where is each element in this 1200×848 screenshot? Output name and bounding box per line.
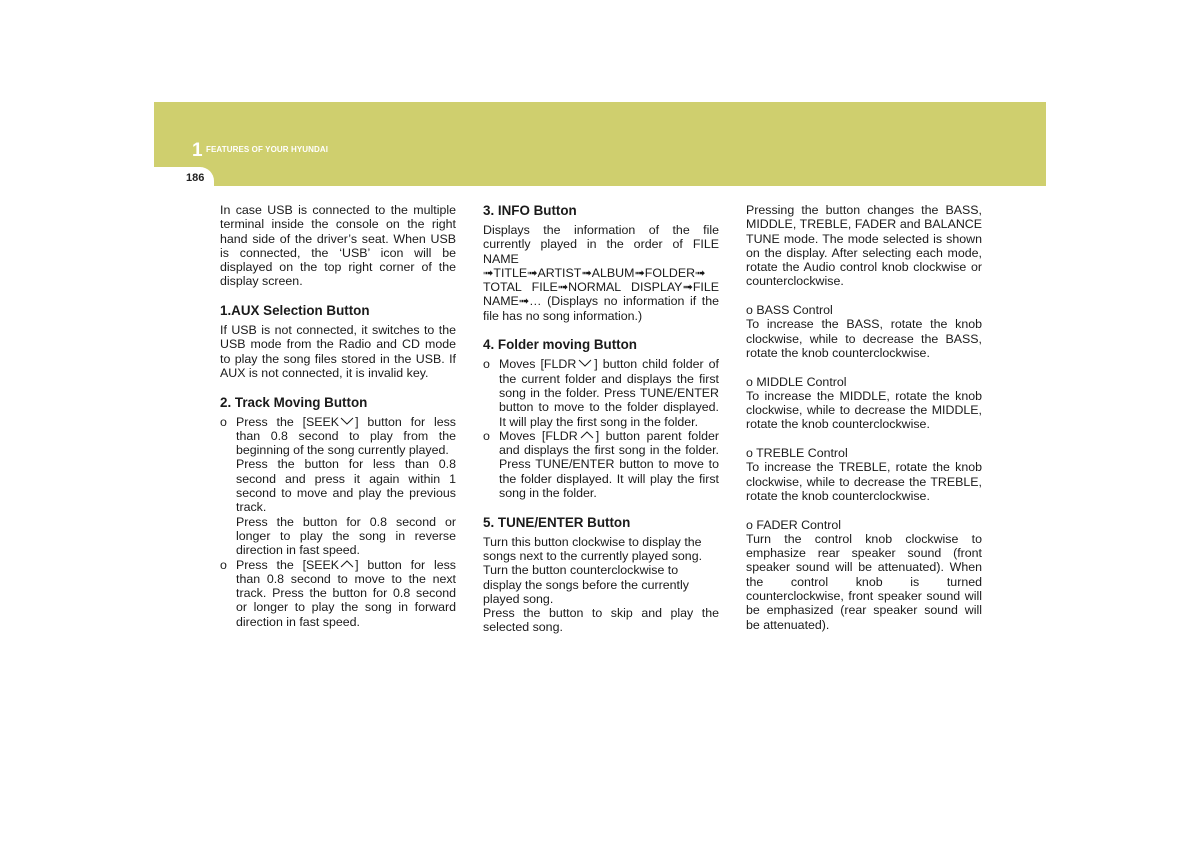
tune-enter-text-1: Turn this button clockwise to display the songs next to the currently played song. Turn the button counterclockwise to display the songs before the currently played song.	[483, 534, 703, 606]
bass-control-title: o BASS Control	[746, 303, 833, 318]
chapter-number: 1	[192, 140, 203, 161]
middle-control-text: To increase the MIDDLE, rotate the knob clockwise, while to decrease the MIDDLE, rotate the knob counterclockwise.	[746, 388, 982, 432]
fldr-up-text-end: ] button parent folder and displays the first song in the folder. Press TUNE/ENTER button to move to the folder displayed. It will play the first song in the folder.	[499, 428, 719, 501]
seek-up-text-start: Press the [SEEK	[236, 557, 340, 572]
bullet-marker: o	[220, 414, 227, 429]
fldr-down-text-end: ] button child folder of the current folder and displays the first song in the folder. Press TUNE/ENTER button to move to the folder displayed. It will play the first song in the folder.	[499, 357, 719, 429]
seek-down-detail-1: Press the button for less than 0.8 second and press it again within 1 second to move and play the previous track.	[236, 457, 456, 515]
page-number-tab	[154, 167, 214, 186]
list-item	[220, 558, 456, 629]
info-button-text: Displays the information of the file currently played in the order of FILE NAME ➟TITLE➟ARTIST➟ALBUM➟FOLDER➟ TOTAL FILE➟NORMAL DISPLAY➟FILE NAME➟… (Displays no information if the file has no song information.)	[483, 223, 719, 323]
treble-control-title: o TREBLE Control	[746, 446, 848, 461]
chevron-up-icon	[340, 560, 354, 568]
seek-down-detail-2: Press the button for 0.8 second or longer to play the song in reverse direction in fast speed.	[236, 514, 456, 558]
tune-enter-heading: 5. TUNE/ENTER Button	[483, 514, 631, 530]
bullet-marker: o	[220, 557, 227, 572]
tune-enter-text-2: Press the button to skip and play the selected song.	[483, 606, 719, 635]
usb-intro-text: In case USB is connected to the multiple terminal inside the console on the right hand side of the driver’s seat. When USB is connected, the ‘USB’ icon will be displayed on the top right corner of the display screen.	[220, 203, 456, 289]
column-2	[483, 203, 719, 635]
seek-down-text-end: ] button for less than 0.8 second to play from the beginning of the song currently played.	[236, 414, 456, 458]
track-moving-heading: 2. Track Moving Button	[220, 394, 368, 410]
seek-down-text-start: Press the [SEEK	[236, 414, 340, 429]
fader-control-text: Turn the control knob clockwise to emphasize rear speaker sound (front speaker sound will be attenuated). When the control knob is turned counterclockwise, front speaker sound will be emphasized (rear speaker sound will be attenuated).	[746, 531, 982, 632]
fader-control-title: o FADER Control	[746, 517, 842, 532]
folder-moving-heading: 4. Folder moving Button	[483, 337, 637, 353]
bullet-marker: o	[483, 357, 490, 372]
list-item	[483, 357, 719, 428]
fldr-down-text-start: Moves [FLDR	[499, 357, 577, 372]
header-band	[154, 102, 1046, 186]
aux-selection-text: If USB is not connected, it switches to the USB mode from the Radio and CD mode to play the song files stored in the USB. If AUX is not connected, it is invalid key.	[220, 323, 456, 380]
bass-control-text: To increase the BASS, rotate the knob clockwise, while to decrease the BASS, rotate the knob counterclockwise.	[746, 317, 982, 360]
page-number: 186	[186, 172, 205, 184]
chevron-up-icon	[580, 431, 594, 439]
chevron-down-icon	[578, 359, 592, 367]
seek-up-text-end: ] button for less than 0.8 second to move to the next track. Press the button for 0.8 second or longer to play the song in forward direction in fast speed.	[236, 557, 456, 629]
bullet-marker: o	[483, 428, 490, 443]
tone-mode-intro: Pressing the button changes the BASS, MIDDLE, TREBLE, FADER and BALANCE TUNE mode. The mode selected is shown on the display. After selecting each mode, rotate the Audio control knob clockwise or counterclockwise.	[746, 203, 982, 289]
list-item	[483, 429, 719, 500]
chapter-title: FEATURES OF YOUR HYUNDAI	[206, 145, 329, 154]
list-item	[220, 415, 456, 558]
column-3	[746, 203, 982, 646]
middle-control-title: o MIDDLE Control	[746, 374, 847, 389]
aux-selection-heading: 1.AUX Selection Button	[220, 303, 370, 319]
column-1	[220, 203, 456, 629]
chevron-down-icon	[340, 417, 354, 425]
fldr-up-text-start: Moves [FLDR	[499, 428, 578, 443]
treble-control-text: To increase the TREBLE, rotate the knob clockwise, while to decrease the TREBLE, rotate the knob counterclockwise.	[746, 460, 982, 503]
info-button-heading: 3. INFO Button	[483, 203, 577, 218]
